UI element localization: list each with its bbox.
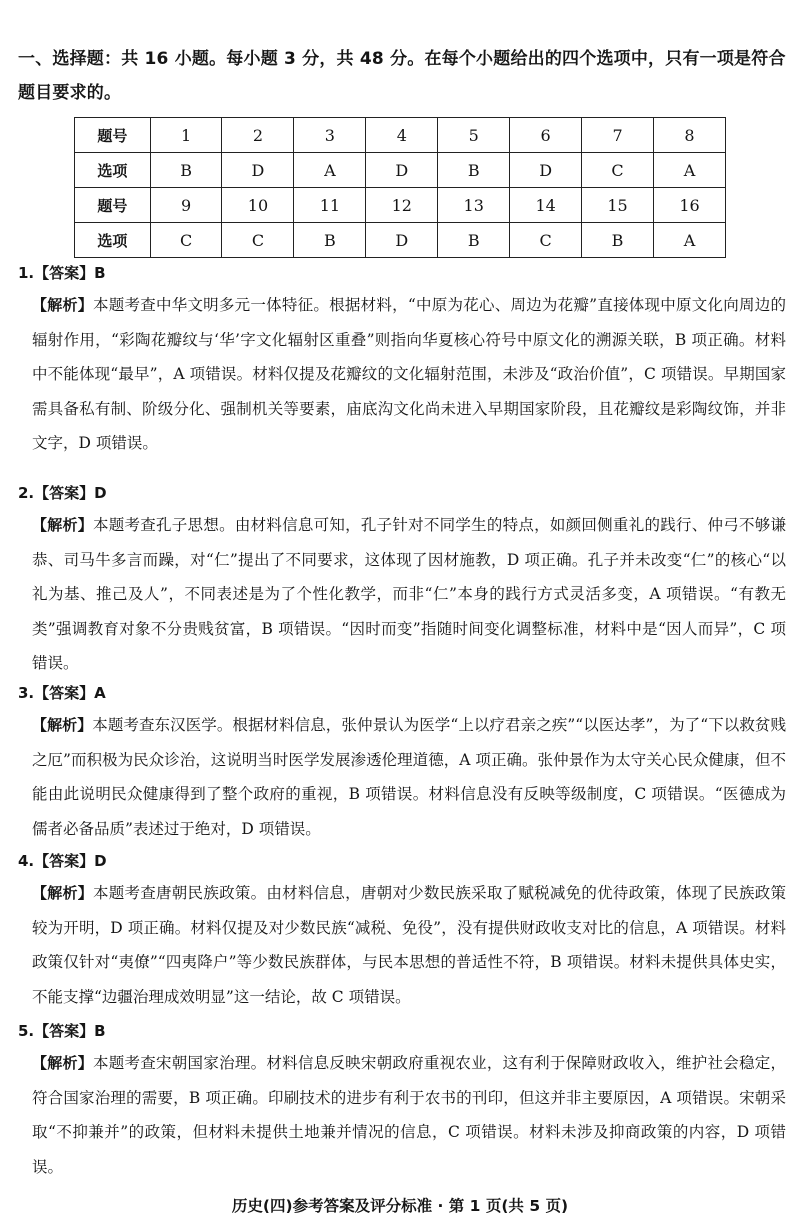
analysis-text: 本题考查中华文明多元一体特征。根据材料，“中原为花心、周边为花瓣”直接体现中原文化向周边的辐射作用，“彩陶花瓣纹与‘华’字文化辐射区重叠”则指向华夏核心符号中原文化的溯源关联，B 项正确。材料中不能体现“最早”，A 项错误。材料仅提及花瓣纹的文化辐射范围，未涉及“政治价值”，C 项错误。早期国家需具备私有制、阶级分化、强制机关等要素，庙底沟文化尚未进入早期国家阶段，且花瓣纹是彩陶纹饰，并非文字，D 项错误。: [32, 296, 786, 452]
answer-value: D: [94, 484, 107, 502]
table-cell: A: [294, 153, 366, 188]
answer-line: [18, 678, 786, 708]
table-cell: 12: [366, 188, 438, 223]
table-cell: 1: [150, 118, 222, 153]
table-cell: C: [150, 223, 222, 258]
table-cell: B: [294, 223, 366, 258]
answer-label: 【答案】: [34, 852, 95, 870]
answer-value: D: [94, 852, 107, 870]
table-cell: 7: [582, 118, 654, 153]
answer-value: B: [94, 264, 106, 282]
answer-line: [18, 846, 786, 876]
question-number: 2.: [18, 484, 35, 502]
table-cell: 11: [294, 188, 366, 223]
analysis-text: 本题考查孔子思想。由材料信息可知，孔子针对不同学生的特点，如颜回侧重礼的践行、仲弓不够谦恭、司马牛多言而躁，对“仁”提出了不同要求，这体现了因材施教，D 项正确。孔子并未改变“仁”的核心“以礼为基、推己及人”，不同表述是为了个性化教学，而非“仁”本身的践行方式灵活多变，A 项错误。“有教无类”强调教育对象不分贵贱贫富，B 项错误。“因时而变”指随时间变化调整标准，材料中是“因人而异”，C 项错误。: [32, 516, 786, 672]
answer-label: 【答案】: [34, 484, 95, 502]
table-cell: B: [150, 153, 222, 188]
table-cell: D: [366, 153, 438, 188]
row-label-option: 选项: [75, 223, 151, 258]
table-cell: 6: [510, 118, 582, 153]
table-cell: 2: [222, 118, 294, 153]
question-number: 3.: [18, 684, 35, 702]
question-3: [18, 678, 786, 846]
table-cell: C: [222, 223, 294, 258]
table-cell: C: [582, 153, 654, 188]
answer-value: B: [94, 1022, 106, 1040]
analysis: [18, 708, 786, 846]
answer-line: [18, 478, 786, 508]
question-number: 5.: [18, 1022, 35, 1040]
analysis: [18, 508, 786, 681]
analysis: [18, 876, 786, 1014]
table-cell: 14: [510, 188, 582, 223]
table-row: [75, 118, 726, 153]
analysis-label: 【解析】: [32, 716, 93, 734]
row-label-number: 题号: [75, 118, 151, 153]
question-4: [18, 846, 786, 1014]
table-row: [75, 153, 726, 188]
page-footer: 历史(四)参考答案及评分标准 · 第 1 页(共 5 页): [231, 1197, 569, 1215]
analysis: [18, 1046, 786, 1184]
table-cell: D: [222, 153, 294, 188]
analysis-text: 本题考查东汉医学。根据材料信息，张仲景认为医学“上以疗君亲之疾”“以医达孝”，为了“下以救贫贱之厄”而积极为民众诊治，这说明当时医学发展渗透伦理道德，A 项正确。张仲景作为太守关心民众健康，但不能由此说明民众健康得到了整个政府的重视，B 项错误。材料信息没有反映等级制度，C 项错误。“医德成为儒者必备品质”表述过于绝对，D 项错误。: [32, 716, 786, 838]
table-cell: D: [510, 153, 582, 188]
row-label-option: 选项: [75, 153, 151, 188]
question-number: 1.: [18, 264, 35, 282]
table-cell: B: [582, 223, 654, 258]
question-2: [18, 478, 786, 681]
analysis-label: 【解析】: [32, 1054, 94, 1072]
table-cell: 4: [366, 118, 438, 153]
table-cell: 9: [150, 188, 222, 223]
analysis-label: 【解析】: [32, 884, 94, 902]
table-cell: 8: [654, 118, 726, 153]
table-cell: A: [654, 223, 726, 258]
section-heading: 一、选择题：共 16 小题。每小题 3 分，共 48 分。在每个小题给出的四个选项中，只有一项是符合题目要求的。: [18, 49, 786, 103]
answer-table: [74, 117, 726, 258]
analysis-text: 本题考查宋朝国家治理。材料信息反映宋朝政府重视农业，这有利于保障财政收入，维护社会稳定，符合国家治理的需要，B 项正确。印刷技术的进步有利于农书的刊印，但这并非主要原因，A 项错误。宋朝采取“不抑兼并”的政策，但材料未提供土地兼并情况的信息，C 项错误。材料未涉及抑商政策的内容，D 项错误。: [32, 1054, 786, 1176]
table-cell: 3: [294, 118, 366, 153]
analysis-label: 【解析】: [32, 516, 94, 534]
row-label-number: 题号: [75, 188, 151, 223]
analysis-label: 【解析】: [32, 296, 93, 314]
table-row: [75, 223, 726, 258]
table-cell: B: [438, 223, 510, 258]
table-cell: C: [510, 223, 582, 258]
table-cell: B: [438, 153, 510, 188]
answer-label: 【答案】: [34, 264, 95, 282]
question-number: 4.: [18, 852, 35, 870]
answer-line: [18, 258, 786, 288]
answer-label: 【答案】: [34, 684, 95, 702]
question-5: [18, 1016, 786, 1184]
table-cell: D: [366, 223, 438, 258]
answer-value: A: [94, 684, 106, 702]
table-cell: 13: [438, 188, 510, 223]
table-cell: 16: [654, 188, 726, 223]
table-cell: 5: [438, 118, 510, 153]
analysis-text: 本题考查唐朝民族政策。由材料信息，唐朝对少数民族采取了赋税减免的优待政策，体现了民族政策较为开明，D 项正确。材料仅提及对少数民族“减税、免役”，没有提供财政收支对比的信息，A 项错误。材料政策仅针对“夷僚”“四夷降户”等少数民族群体，与民本思想的普适性不符，B 项错误。材料未提供具体史实，不能支撑“边疆治理成效明显”这一结论，故 C 项错误。: [32, 884, 786, 1006]
question-1: [18, 258, 786, 461]
table-cell: 10: [222, 188, 294, 223]
analysis: [18, 288, 786, 461]
answer-label: 【答案】: [34, 1022, 95, 1040]
table-row: [75, 188, 726, 223]
answer-line: [18, 1016, 786, 1046]
table-cell: 15: [582, 188, 654, 223]
table-cell: A: [654, 153, 726, 188]
